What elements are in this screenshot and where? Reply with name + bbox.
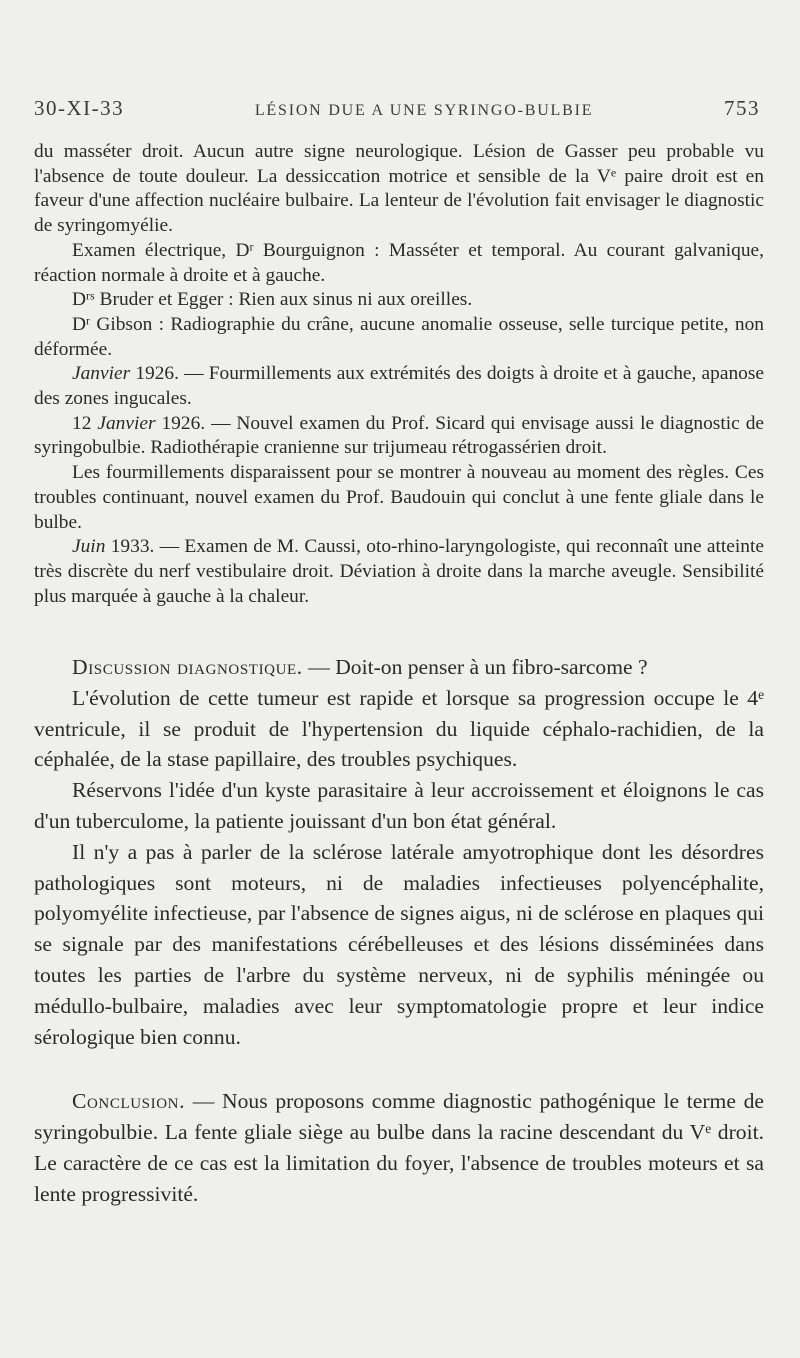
paragraph: du masséter droit. Aucun autre signe neurologique. Lésion de Gasser peu probable vu l'absence de toute douleur. La dessiccation motrice et sensible de la Ve paire droit est en faveur d'une affection nucléaire bulbaire. La lenteur de l'évolution fait envisager le diagnostic de syringomyélie. <box>34 141 764 237</box>
case-notes <box>34 140 764 609</box>
paragraph: Examen électrique, $D^r$ Bourguignon : Masséter et temporal. Au courant galvanique, réaction normale à droite et à gauche. <box>34 239 765 286</box>
paragraph: Juin 1933. — Examen de M. Caussi, oto-rhino-laryngologiste, qui reconnaît une atteinte très discrète du nerf vestibulaire droit. Déviation à droite dans la marche aveugle. Sensibilité plus marquée à gauche à la chaleur. <box>34 536 764 607</box>
paragraph: L'évolution de cette tumeur est rapide et lorsque sa progression occupe le 4e ventricule, il se produit de l'hypertension du liquide céphalo-rachidien, de la céphalée, de la stase papillaire, des troubles psychiques. <box>34 685 764 772</box>
paragraph: 12 Janvier 1926. — Nouvel examen du Prof. Sicard qui envisage aussi le diagnostic de syringobulbie. Radiothérapie cranienne sur trijumeau rétrogassérien droit. <box>34 412 764 459</box>
header-title: LÉSION DUE A UNE SYRINGO-BULBIE <box>254 102 594 119</box>
paragraph: $D^r$ Gibson : Radiographie du crâne, aucune anomalie osseuse, selle turcique petite, non déformée. <box>34 313 764 360</box>
discussion-section <box>34 652 764 1210</box>
paragraph: Janvier 1926. — Fourmillements aux extrémités des doigts à droite et à gauche, apanose des zones ingucales. <box>34 363 764 410</box>
paragraph: Les fourmillements disparaissent pour se montrer à nouveau au moment des règles. Ces troubles continuant, nouvel examen du Prof. Baudouin qui conclut à une fente gliale dans le bulbe. <box>34 462 764 533</box>
discussion-heading: Discussion diagnostique. — Doit-on penser à un fibro-sarcome ? <box>72 655 648 679</box>
paragraph: Réservons l'idée d'un kyste parasitaire à leur accroissement et éloignons le cas d'un tuberculome, la patiente jouissant d'un bon état général. <box>34 778 764 833</box>
page-number: 753 <box>724 96 760 120</box>
running-header <box>34 96 760 121</box>
paragraph: $D^{rs}$ Bruder et Egger : Rien aux sinus ni aux oreilles. <box>72 288 473 311</box>
header-date: 30-XI-33 <box>34 96 125 120</box>
conclusion-paragraph: Conclusion. — Nous proposons comme diagnostic pathogénique le terme de syringobulbie. La fente gliale siège au bulbe dans la racine descendant du Ve droit. Le caractère de ce cas est la limitation du foyer, l'absence de troubles moteurs et sa lente progressivité. <box>34 1089 764 1206</box>
paragraph: Il n'y a pas à parler de la sclérose latérale amyotrophique dont les désordres pathologiques sont moteurs, ni de maladies infectieuses polyencéphalite, polyomyélite infectieuse, par l'absence de signes aigus, ni de sclérose en plaques qui se signale par des manifestations cérébelleuses et des lésions disséminées dans toutes les parties de l'arbre du système nerveux, ni de syphilis méningée ou médullo-bulbaire, maladies avec leur symptomatologie propre et leur indice sérologique bien connu. <box>34 839 764 1049</box>
